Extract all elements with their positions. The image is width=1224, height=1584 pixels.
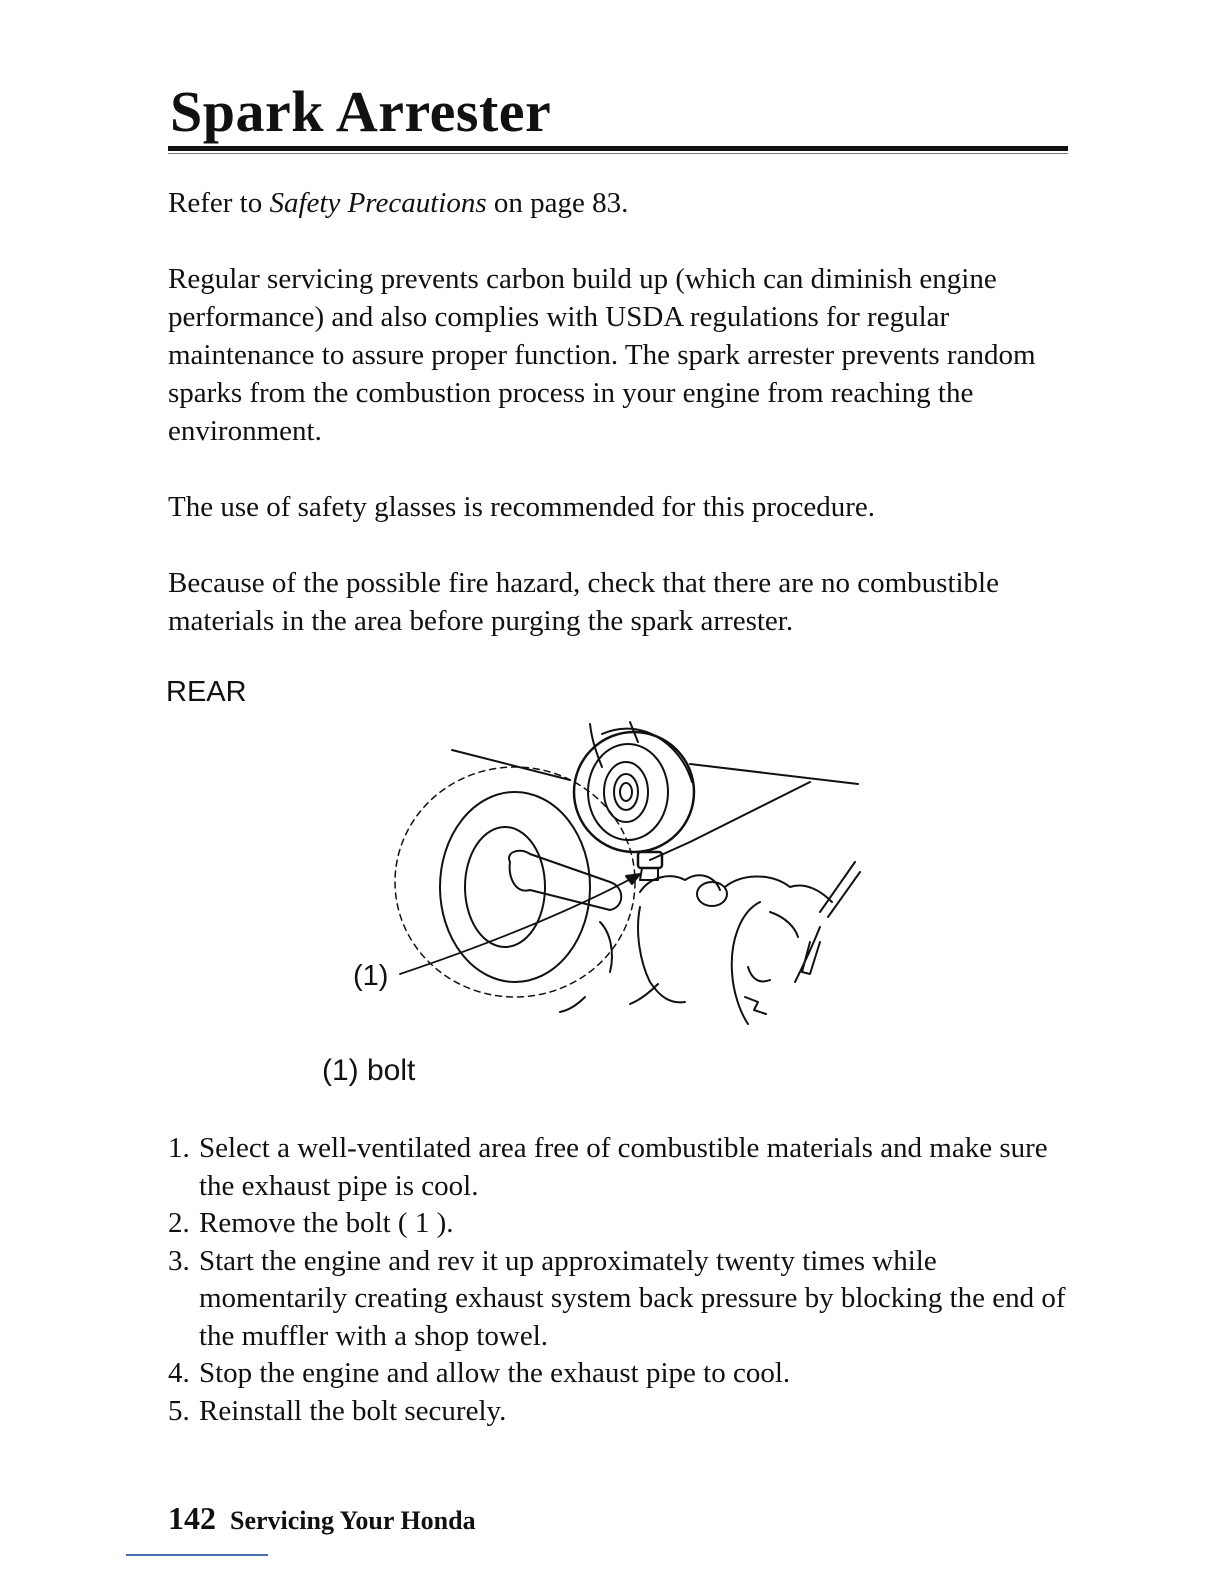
page-number: 142: [168, 1500, 216, 1536]
figure-caption: (1) bolt: [322, 1054, 416, 1087]
step-text: Reinstall the bolt securely.: [199, 1394, 507, 1427]
step-number: 3.: [168, 1244, 190, 1277]
step-item: [168, 1355, 1068, 1393]
page-edge-marker: [126, 1554, 268, 1556]
step-text: Start the engine and rev it up approximately twenty times while momentarily creating exhaust system back pressure by blocking the end of the muffler with a shop towel.: [199, 1244, 1066, 1352]
spark-arrester-illustration: [340, 712, 880, 1042]
step-number: 1.: [168, 1132, 190, 1164]
refer-suffix: on page 83.: [486, 187, 629, 219]
step-item: [168, 1205, 1068, 1243]
step-item: [168, 1393, 1068, 1431]
safety-precautions-link[interactable]: Safety Precautions: [269, 187, 487, 219]
safety-glasses-paragraph: The use of safety glasses is recommended for this procedure.: [168, 491, 876, 523]
fire-hazard-paragraph: Because of the possible fire hazard, check that there are no combustible materials in the area before purging the spark arrester.: [168, 567, 999, 637]
page-title: Spark Arrester: [170, 79, 552, 144]
bolt-callout-number: (1): [353, 960, 389, 992]
step-text: Remove the bolt ( 1 ).: [199, 1207, 454, 1239]
title-rule: [168, 146, 1068, 151]
rear-view-label: REAR: [166, 676, 247, 708]
refer-paragraph: [168, 184, 1068, 222]
step-item: [168, 1130, 1068, 1205]
section-name: Servicing Your Honda: [230, 1506, 476, 1535]
step-text: Stop the engine and allow the exhaust pipe to cool.: [199, 1357, 791, 1389]
step-item: [168, 1243, 1068, 1356]
regular-servicing-paragraph: Regular servicing prevents carbon build up (which can diminish engine performance) and also complies with USDA regulations for regular maintenance to assure proper function. The spark arrester prevents random sparks from the combustion process in your engine from reaching the environment.: [168, 263, 1036, 447]
page-footer: [168, 1500, 476, 1537]
refer-prefix: Refer to: [168, 187, 270, 219]
title-rule-thin: [168, 153, 1068, 154]
step-text: Select a well-ventilated area free of combustible materials and make sure the exhaust pipe is cool.: [199, 1132, 1048, 1202]
step-number: 4.: [168, 1357, 190, 1389]
step-number: 2.: [168, 1207, 190, 1239]
procedure-steps: [168, 1130, 1068, 1430]
step-number: 5.: [168, 1394, 190, 1427]
